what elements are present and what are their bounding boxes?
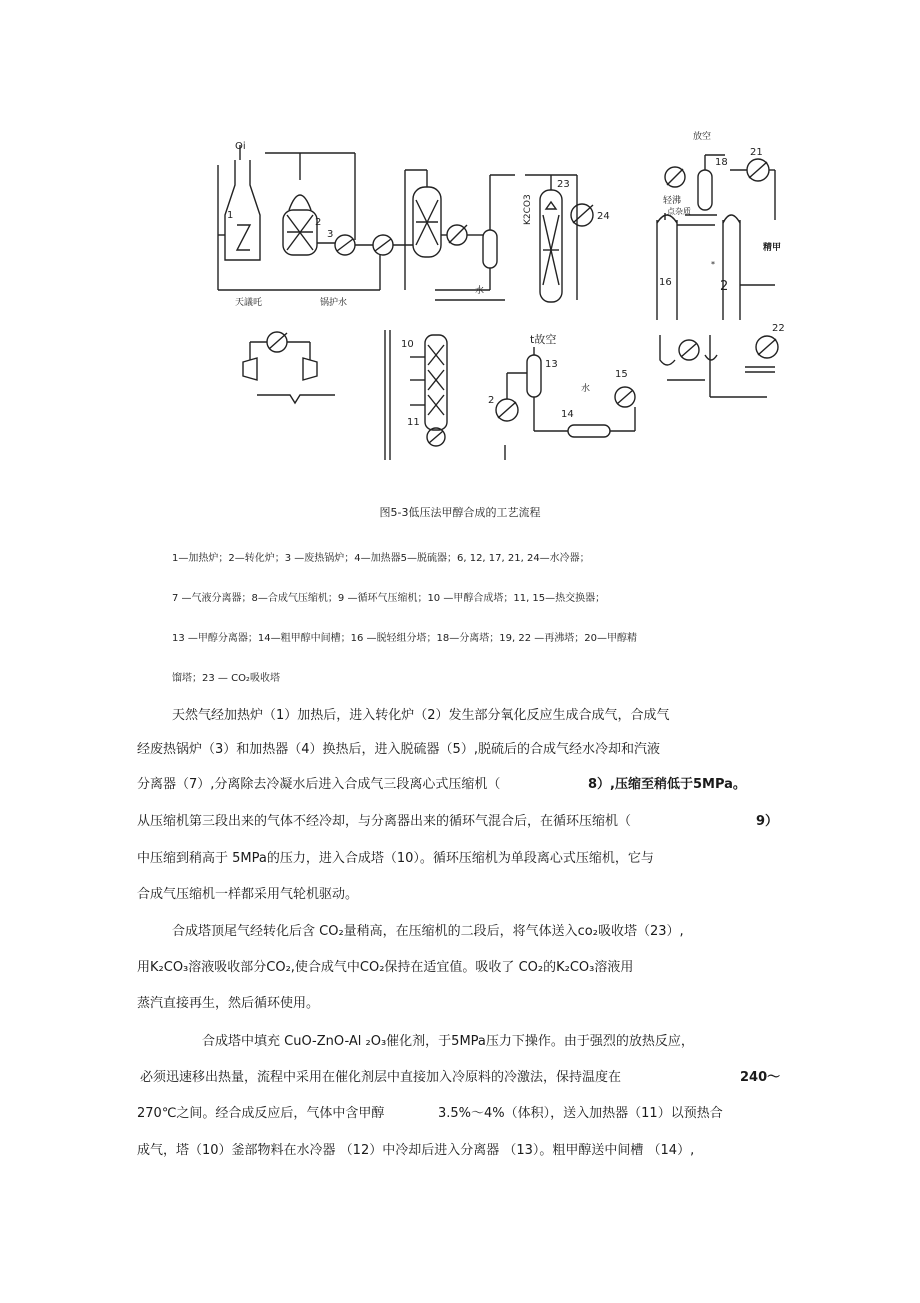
fig-label-14: 14 bbox=[561, 409, 574, 420]
separator-7 bbox=[483, 230, 497, 268]
paragraph-1-line-4b: 9） bbox=[756, 814, 779, 829]
figure-caption: 图5-3低压法甲醇合成的工艺流程 bbox=[379, 506, 541, 519]
paragraph-1-line-3b: 8）,压缩至稍低于5MPa。 bbox=[588, 777, 746, 792]
fig-label-2: 2 bbox=[315, 217, 322, 228]
paragraph-3-line-2a: 必须迅速移出热量，流程中采用在催化剂层中直接加入冷原料的冷激法，保持温度在 bbox=[140, 1070, 622, 1085]
legend-line-1: 1—加热炉；2—转化炉；3 —废热锅炉；4—加热器5—脱硫器；6, 12, 17, 21, 24—水冷器； bbox=[172, 553, 590, 564]
fig-label-1: 1 bbox=[227, 210, 234, 221]
legend-line-2: 7 —气液分离器；8—合成气压缩机；9 —循环气压缩机；10 —甲醇合成塔；11, 15—热交换器； bbox=[172, 593, 606, 604]
fig-label-water1: 水 bbox=[475, 286, 485, 296]
fig-label-boiler-water: 锅护水 bbox=[320, 298, 348, 308]
furnace-coil bbox=[237, 225, 250, 250]
fig-label-o2: Oi bbox=[235, 141, 246, 152]
paragraph-3-line-1: 合成塔中填充 CuO-ZnO-Al ₂O₃催化剂，于5MPa压力下操作。由于强烈的放热反应， bbox=[202, 1034, 694, 1049]
fig-label-2b: 2 bbox=[720, 279, 729, 294]
refining-column-20 bbox=[723, 215, 740, 223]
process-flow-diagram bbox=[205, 125, 795, 460]
paragraph-3-line-3a: 270℃之间。经合成反应后，气体中含甲醇 bbox=[137, 1106, 385, 1121]
paragraph-3-line-3b: 3.5%〜4%（体积），送入加热器（11）以预热合 bbox=[438, 1106, 723, 1121]
fig-label-23: 23 bbox=[557, 179, 570, 190]
fig-label-18: 18 bbox=[715, 157, 728, 168]
paragraph-1-line-6: 合成气压缩机一样都采用气轮机驱动。 bbox=[137, 887, 359, 902]
methanol-synthesis-tower-10 bbox=[425, 335, 447, 430]
fig-label-vent-mid: t故空 bbox=[530, 333, 557, 346]
paragraph-1-line-2: 经废热锅炉（3）和加热器（4）换热后，进入脱硫器（5）,脱硫后的合成气经水冷却和汽液 bbox=[137, 742, 660, 757]
syngas-compressor-8 bbox=[243, 358, 257, 380]
paragraph-3-line-4: 成气，塔（10）釜部物料在水冷器 （12）中冷却后进入分离器 （13）。粗甲醇送中间槽 （14）, bbox=[137, 1143, 695, 1158]
fig-label-impurity: 点杂质 bbox=[667, 207, 691, 216]
fig-label-light: 轻沸 bbox=[663, 196, 682, 206]
fig-label-16: 16 bbox=[659, 277, 672, 288]
fig-label-10: 10 bbox=[401, 339, 414, 350]
paragraph-3-line-2b: 240〜 bbox=[740, 1070, 781, 1085]
paragraph-2-line-1: 合成塔顶尾气经转化后含 CO₂量稍高，在压缩机的二段后，将气体送入co₂吸收塔（23）, bbox=[172, 924, 684, 939]
paragraph-2-line-3: 蒸汽直接再生，然后循环使用。 bbox=[137, 996, 320, 1011]
paragraph-1-line-5: 中压缩到稍高于 5MPa的压力，进入合成塔（10）。循环压缩机为单段离心式压缩机，它与 bbox=[137, 851, 654, 866]
fig-label-product: 精甲 bbox=[763, 243, 782, 253]
fig-label-3: 3 bbox=[327, 229, 334, 240]
reboiler-19 bbox=[660, 335, 675, 365]
co2-absorber-23 bbox=[540, 190, 562, 302]
paragraph-1-line-4a: 从压缩机第三段出来的气体不经冷却，与分离器出来的循环气混合后，在循环压缩机（ bbox=[137, 814, 632, 829]
fig-label-2c: 2 bbox=[488, 395, 495, 406]
fig-label-11: 11 bbox=[407, 417, 420, 428]
paragraph-1-line-3a: 分离器（7）,分离除去冷凝水后进入合成气三段离心式压缩机（ bbox=[137, 777, 501, 792]
fig-label-22: 22 bbox=[772, 323, 785, 334]
fig-label-15: 15 bbox=[615, 369, 628, 380]
fig-label-21: 21 bbox=[750, 147, 763, 158]
fig-label-star: * bbox=[711, 260, 715, 269]
fig-label-feed: 天議吒 bbox=[235, 298, 263, 308]
fig-label-13: 13 bbox=[545, 359, 558, 370]
paragraph-2-line-2: 用K₂CO₃溶液吸收部分CO₂,使合成气中CO₂保持在适宜值。吸收了 CO₂的K₂CO₃溶液用 bbox=[137, 960, 634, 975]
fig-label-vent-top: 放空 bbox=[693, 132, 712, 142]
legend-line-4: 馏塔；23 — CO₂吸收塔 bbox=[172, 673, 280, 684]
legend-line-3: 13 —甲醇分离器；14—粗甲醇中间槽；16 —脱轻组分塔；18—分离塔；19, 22 —再沸塔；20—甲醇精 bbox=[172, 633, 637, 644]
fig-label-water2: 水 bbox=[581, 384, 591, 394]
recycle-compressor-9 bbox=[303, 358, 317, 380]
crude-methanol-tank-14 bbox=[568, 425, 610, 437]
paragraph-1-line-1: 天然气经加热炉（1）加热后，进入转化炉（2）发生部分氧化反应生成合成气，合成气 bbox=[172, 708, 670, 723]
light-ends-column-16 bbox=[657, 215, 677, 223]
fig-label-24: 24 bbox=[597, 211, 610, 222]
methanol-separator-13 bbox=[527, 355, 541, 397]
separation-tower-18 bbox=[698, 170, 712, 210]
fig-label-k2co3: K2CO3 bbox=[523, 194, 533, 225]
